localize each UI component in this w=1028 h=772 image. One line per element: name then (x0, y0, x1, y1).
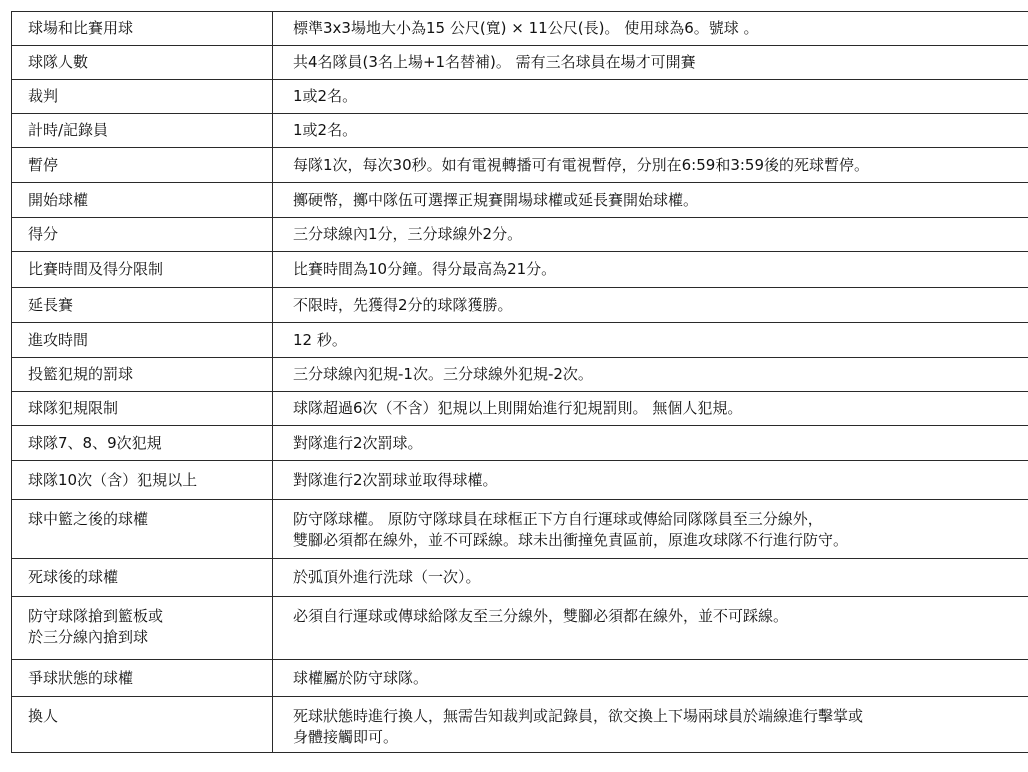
table-row (12, 426, 1028, 461)
rule-label: 比賽時間及得分限制 (12, 252, 273, 288)
table-row (12, 288, 1028, 323)
rule-value: 必須自行運球或傳球給隊友至三分線外，雙腳必須都在線外，並不可踩線。 (273, 597, 1028, 660)
rule-value: 1或2名。 (273, 80, 1028, 114)
table-row (12, 12, 1028, 46)
rule-value: 比賽時間為10分鐘。得分最高為21分。 (273, 252, 1028, 288)
table-row (12, 80, 1028, 114)
table-row (12, 500, 1028, 559)
table-row (12, 358, 1028, 392)
rule-label: 投籃犯規的罰球 (12, 358, 273, 392)
table-row (12, 46, 1028, 80)
rule-label: 得分 (12, 218, 273, 252)
rule-value: 擲硬幣，擲中隊伍可選擇正規賽開場球權或延長賽開始球權。 (273, 183, 1028, 218)
table-row (12, 697, 1028, 753)
rule-label: 球隊犯規限制 (12, 392, 273, 426)
rule-label: 球隊人數 (12, 46, 273, 80)
table-row (12, 218, 1028, 252)
rule-value: 於弧頂外進行洗球（一次）。 (273, 559, 1028, 597)
rule-value: 對隊進行2次罰球。 (273, 426, 1028, 461)
rule-label: 防守球隊搶到籃板或 於三分線內搶到球 (12, 597, 273, 660)
rule-label: 球隊10次（含）犯規以上 (12, 461, 273, 500)
rule-label: 開始球權 (12, 183, 273, 218)
rule-value: 三分球線內1分，三分球線外2分。 (273, 218, 1028, 252)
rule-value: 對隊進行2次罰球並取得球權。 (273, 461, 1028, 500)
table-row (12, 461, 1028, 500)
table-row (12, 660, 1028, 697)
rules-table (11, 11, 1028, 753)
rule-label: 球中籃之後的球權 (12, 500, 273, 559)
rule-value: 共4名隊員(3名上場+1名替補)。 需有三名球員在場才可開賽 (273, 46, 1028, 80)
table-row (12, 323, 1028, 358)
rule-label: 換人 (12, 697, 273, 753)
rule-label: 球場和比賽用球 (12, 12, 273, 46)
table-row (12, 392, 1028, 426)
rule-value: 防守隊球權。 原防守隊球員在球框正下方自行運球或傳給同隊隊員至三分線外， 雙腳必須都在線外，並不可踩線。球未出衝撞免責區前，原進攻球隊不行進行防守。 (273, 500, 1028, 559)
rule-value: 標準3x3場地大小為15 公尺(寬) × 11公尺(長)。 使用球為6。號球 。 (273, 12, 1028, 46)
rule-value: 12 秒。 (273, 323, 1028, 358)
rule-value: 每隊1次，每次30秒。如有電視轉播可有電視暫停，分別在6:59和3:59後的死球暫停。 (273, 148, 1028, 183)
rule-label: 計時/記錄員 (12, 114, 273, 148)
rule-value: 球權屬於防守球隊。 (273, 660, 1028, 697)
rule-label: 暫停 (12, 148, 273, 183)
rule-value: 死球狀態時進行換人，無需告知裁判或記錄員，欲交換上下場兩球員於端線進行擊掌或 身體接觸即可。 (273, 697, 1028, 753)
rule-value: 1或2名。 (273, 114, 1028, 148)
rule-label: 延長賽 (12, 288, 273, 323)
table-row (12, 597, 1028, 660)
rule-label: 進攻時間 (12, 323, 273, 358)
rule-label: 爭球狀態的球權 (12, 660, 273, 697)
rule-value: 球隊超過6次（不含）犯規以上則開始進行犯規罰則。 無個人犯規。 (273, 392, 1028, 426)
table-row (12, 183, 1028, 218)
rule-label: 球隊7、8、9次犯規 (12, 426, 273, 461)
rule-label: 裁判 (12, 80, 273, 114)
table-row (12, 114, 1028, 148)
table-row (12, 559, 1028, 597)
table-row (12, 148, 1028, 183)
rule-label: 死球後的球權 (12, 559, 273, 597)
rule-value: 不限時，先獲得2分的球隊獲勝。 (273, 288, 1028, 323)
rule-value: 三分球線內犯規-1次。三分球線外犯規-2次。 (273, 358, 1028, 392)
table-row (12, 252, 1028, 288)
